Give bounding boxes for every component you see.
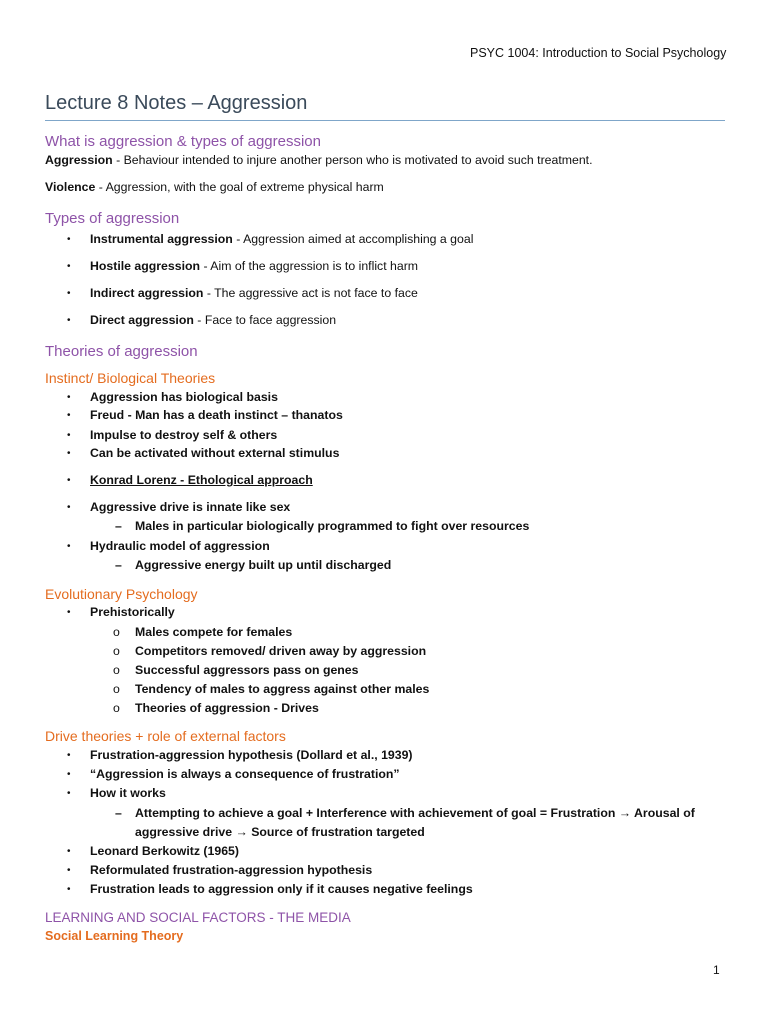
list-item: “Aggression is always a consequence of frustration” <box>90 767 400 781</box>
circle-bullet-icon: o <box>113 682 120 696</box>
list-item: Leonard Berkowitz (1965) <box>90 844 239 858</box>
list-item: Can be activated without external stimulus <box>90 446 340 460</box>
bullet-icon: • <box>67 448 71 459</box>
bullet-icon: • <box>67 315 71 326</box>
list-item: How it works <box>90 786 166 800</box>
heading-learning: LEARNING AND SOCIAL FACTORS - THE MEDIA <box>45 910 351 925</box>
bullet-icon: • <box>67 607 71 618</box>
list-item: Impulse to destroy self & others <box>90 428 278 442</box>
heading-what-is: What is aggression & types of aggression <box>45 133 321 150</box>
course-header: PSYC 1004: Introduction to Social Psychology <box>470 46 727 60</box>
list-item: Frustration leads to aggression only if it causes negative feelings <box>90 882 473 896</box>
bullet-icon: • <box>67 541 71 552</box>
list-item: Freud - Man has a death instinct – thanatos <box>90 408 343 422</box>
sub-list-item: Males compete for females <box>135 625 293 639</box>
sub-list-item-continued: aggressive drive → Source of frustration targeted <box>135 825 425 839</box>
list-item: Indirect aggression - The aggressive act is not face to face <box>90 286 418 300</box>
sub-list-item: Tendency of males to aggress against other males <box>135 682 430 696</box>
heading-evolutionary: Evolutionary Psychology <box>45 586 198 602</box>
bullet-icon: • <box>67 884 71 895</box>
bullet-icon: • <box>67 288 71 299</box>
bullet-icon: • <box>67 502 71 513</box>
sub-list-item: Aggressive energy built up until discharged <box>135 558 392 572</box>
dash-icon: – <box>115 806 122 820</box>
heading-drive: Drive theories + role of external factors <box>45 728 286 744</box>
circle-bullet-icon: o <box>113 625 120 639</box>
bullet-icon: • <box>67 430 71 441</box>
list-item: Instrumental aggression - Aggression aimed at accomplishing a goal <box>90 232 474 246</box>
list-item: Aggression has biological basis <box>90 390 278 404</box>
list-item: Direct aggression - Face to face aggression <box>90 313 337 327</box>
page-number: 1 <box>713 963 720 977</box>
definition-aggression: Aggression - Behaviour intended to injure another person who is motivated to avoid such treatment. <box>45 153 593 167</box>
bullet-icon: • <box>67 788 71 799</box>
circle-bullet-icon: o <box>113 644 120 658</box>
list-item: Reformulated frustration-aggression hypothesis <box>90 863 373 877</box>
sub-list-item: Attempting to achieve a goal + Interference with achievement of goal = Frustration → Arousal of <box>135 806 695 820</box>
title-rule <box>45 120 725 121</box>
heading-theories: Theories of aggression <box>45 343 198 360</box>
bullet-icon: • <box>67 865 71 876</box>
bullet-icon: • <box>67 750 71 761</box>
bullet-icon: • <box>67 846 71 857</box>
lorenz-heading: Konrad Lorenz - Ethological approach <box>90 473 313 487</box>
bullet-icon: • <box>67 392 71 403</box>
bullet-icon: • <box>67 410 71 421</box>
heading-types: Types of aggression <box>45 210 180 227</box>
heading-social-learning: Social Learning Theory <box>45 929 184 943</box>
bullet-icon: • <box>67 769 71 780</box>
bullet-icon: • <box>67 475 71 486</box>
sub-list-item: Successful aggressors pass on genes <box>135 663 359 677</box>
heading-instinct: Instinct/ Biological Theories <box>45 370 216 386</box>
page-title: Lecture 8 Notes – Aggression <box>45 92 308 114</box>
sub-list-item: Theories of aggression - Drives <box>135 701 319 715</box>
list-item: Frustration-aggression hypothesis (Dollard et al., 1939) <box>90 748 413 762</box>
dash-icon: – <box>115 519 122 533</box>
dash-icon: – <box>115 558 122 572</box>
list-item: Aggressive drive is innate like sex <box>90 500 291 514</box>
list-item: Hostile aggression - Aim of the aggression is to inflict harm <box>90 259 419 273</box>
list-item: Prehistorically <box>90 605 175 619</box>
definition-violence: Violence - Aggression, with the goal of extreme physical harm <box>45 180 384 194</box>
list-item: Hydraulic model of aggression <box>90 539 270 553</box>
bullet-icon: • <box>67 261 71 272</box>
sub-list-item: Competitors removed/ driven away by aggression <box>135 644 427 658</box>
circle-bullet-icon: o <box>113 701 120 715</box>
bullet-icon: • <box>67 234 71 245</box>
sub-list-item: Males in particular biologically programmed to fight over resources <box>135 519 530 533</box>
circle-bullet-icon: o <box>113 663 120 677</box>
